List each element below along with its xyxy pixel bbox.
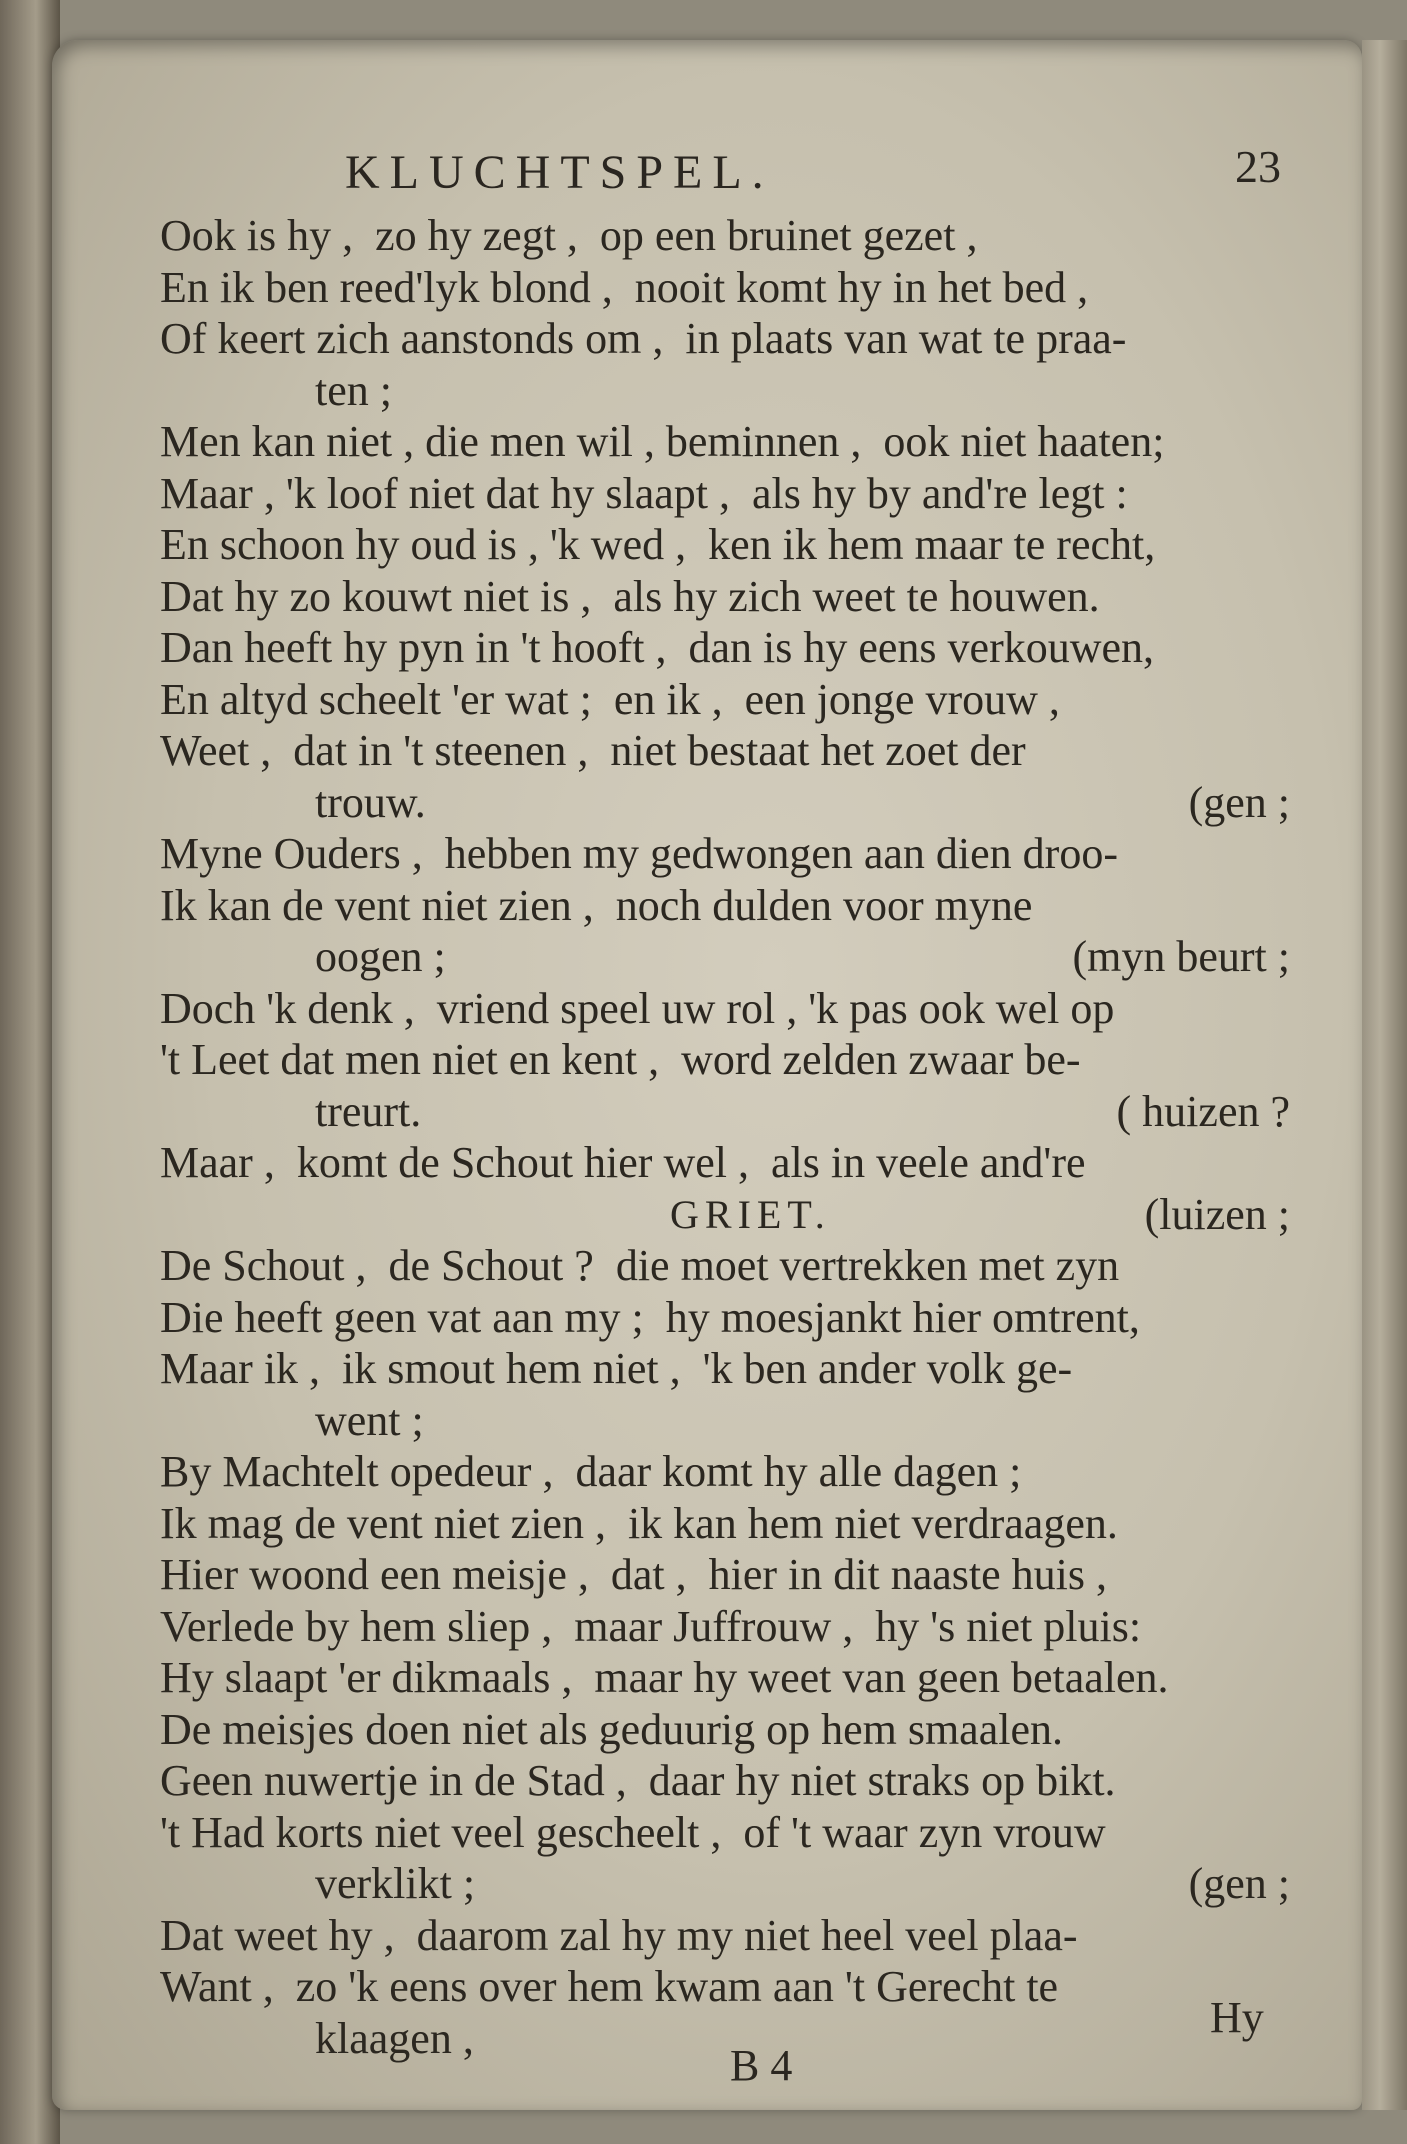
verse-line	[160, 1189, 1290, 1241]
verse-line: Hier woond een meisje , dat , hier in dit naaste huis ,	[160, 1550, 1107, 1599]
verse-line: Maar ik , ik smout hem niet , 'k ben ander volk ge-	[160, 1344, 1073, 1393]
speaker-name: GRIET.	[670, 1191, 831, 1237]
verse-line: Die heeft geen vat aan my ; hy moesjankt hier omtrent,	[160, 1292, 1140, 1342]
verse-line: Ook is hy , zo hy zegt , op een bruinet gezet ,	[160, 211, 978, 260]
verse-line: Maar , komt de Schout hier wel , als in veele and're	[160, 1138, 1086, 1187]
verse-line: Want , zo 'k eens over hem kwam aan 't Gerecht te	[160, 1962, 1059, 2011]
verse-line: De meisjes doen niet als geduurig op hem smaalen.	[160, 1704, 1063, 1754]
verse-line: Ik mag de vent niet zien , ik kan hem niet verdraagen.	[160, 1498, 1118, 1548]
page-edges	[1362, 40, 1407, 2110]
verse-line: By Machtelt opedeur , daar komt hy alle dagen ;	[160, 1447, 1022, 1496]
verse-line: went ;	[315, 1395, 424, 1445]
verse-line: En altyd scheelt 'er wat ; en ik , een jonge vrouw ,	[160, 674, 1060, 724]
turnover: (myn beurt ;	[1072, 932, 1290, 981]
verse-line: 't Leet dat men niet en kent , word zelden zwaar be-	[160, 1035, 1081, 1084]
verse-line: Maar , 'k loof niet dat hy slaapt , als hy by and're legt :	[160, 468, 1128, 518]
verse-line: trouw. (gen ;	[315, 777, 1290, 827]
verse-line: oogen ; (myn beurt ;	[315, 932, 1290, 981]
catchword: Hy	[1210, 1993, 1264, 2042]
verse-line: klaagen ,	[315, 2013, 474, 2063]
signature-mark: B 4	[730, 2041, 793, 2090]
turnover: (gen ;	[1188, 777, 1290, 827]
turnover: ( huizen ?	[1116, 1086, 1290, 1136]
verse-line: ten ;	[315, 365, 392, 415]
verse-line: Weet , dat in 't steenen , niet bestaat het zoet der	[160, 726, 1026, 775]
verse-line: 't Had korts niet veel gescheelt , of 't waar zyn vrouw	[160, 1807, 1106, 1857]
verse-line: Verlede by hem sliep , maar Juffrouw , hy 's niet pluis:	[160, 1601, 1142, 1651]
verse-line: Dan heeft hy pyn in 't hooft , dan is hy eens verkouwen,	[160, 623, 1155, 672]
page-number: 23	[1235, 141, 1281, 192]
verse-line: En schoon hy oud is , 'k wed , ken ik hem maar te recht,	[160, 520, 1156, 569]
verse-line: Geen nuwertje in de Stad , daar hy niet straks op bikt.	[160, 1756, 1116, 1805]
verse-line: Dat weet hy , daarom zal hy my niet heel veel plaa-	[160, 1910, 1078, 1960]
verse-line: Of keert zich aanstonds om , in plaats van wat te praa-	[160, 314, 1127, 363]
turnover: (luizen ;	[1144, 1189, 1290, 1239]
verse-line: Ik kan de vent niet zien , noch dulden voor myne	[160, 880, 1033, 930]
turnover: (gen ;	[1188, 1859, 1290, 1908]
verse-line: verklikt ; (gen ;	[315, 1859, 1290, 1908]
verse-line: De Schout , de Schout ? die moet vertrekken met zyn	[160, 1241, 1120, 1290]
verse-line: Hy slaapt 'er dikmaals , maar hy weet van geen betaalen.	[160, 1653, 1169, 1702]
book-spine	[0, 0, 60, 2144]
verse-line: Doch 'k denk , vriend speel uw rol , 'k pas ook wel op	[160, 983, 1115, 1033]
verse-text	[160, 210, 1290, 2064]
verse-line: En ik ben reed'lyk blond , nooit komt hy in het bed ,	[160, 262, 1089, 312]
verse-line: Myne Ouders , hebben my gedwongen aan dien droo-	[160, 829, 1118, 878]
verse-line: Men kan niet , die men wil , beminnen , ook niet haaten;	[160, 417, 1165, 466]
verse-line: Dat hy zo kouwt niet is , als hy zich weet te houwen.	[160, 571, 1100, 621]
verse-line: treurt. ( huizen ?	[315, 1086, 1290, 1136]
running-head: KLUCHTSPEL.	[345, 146, 774, 199]
